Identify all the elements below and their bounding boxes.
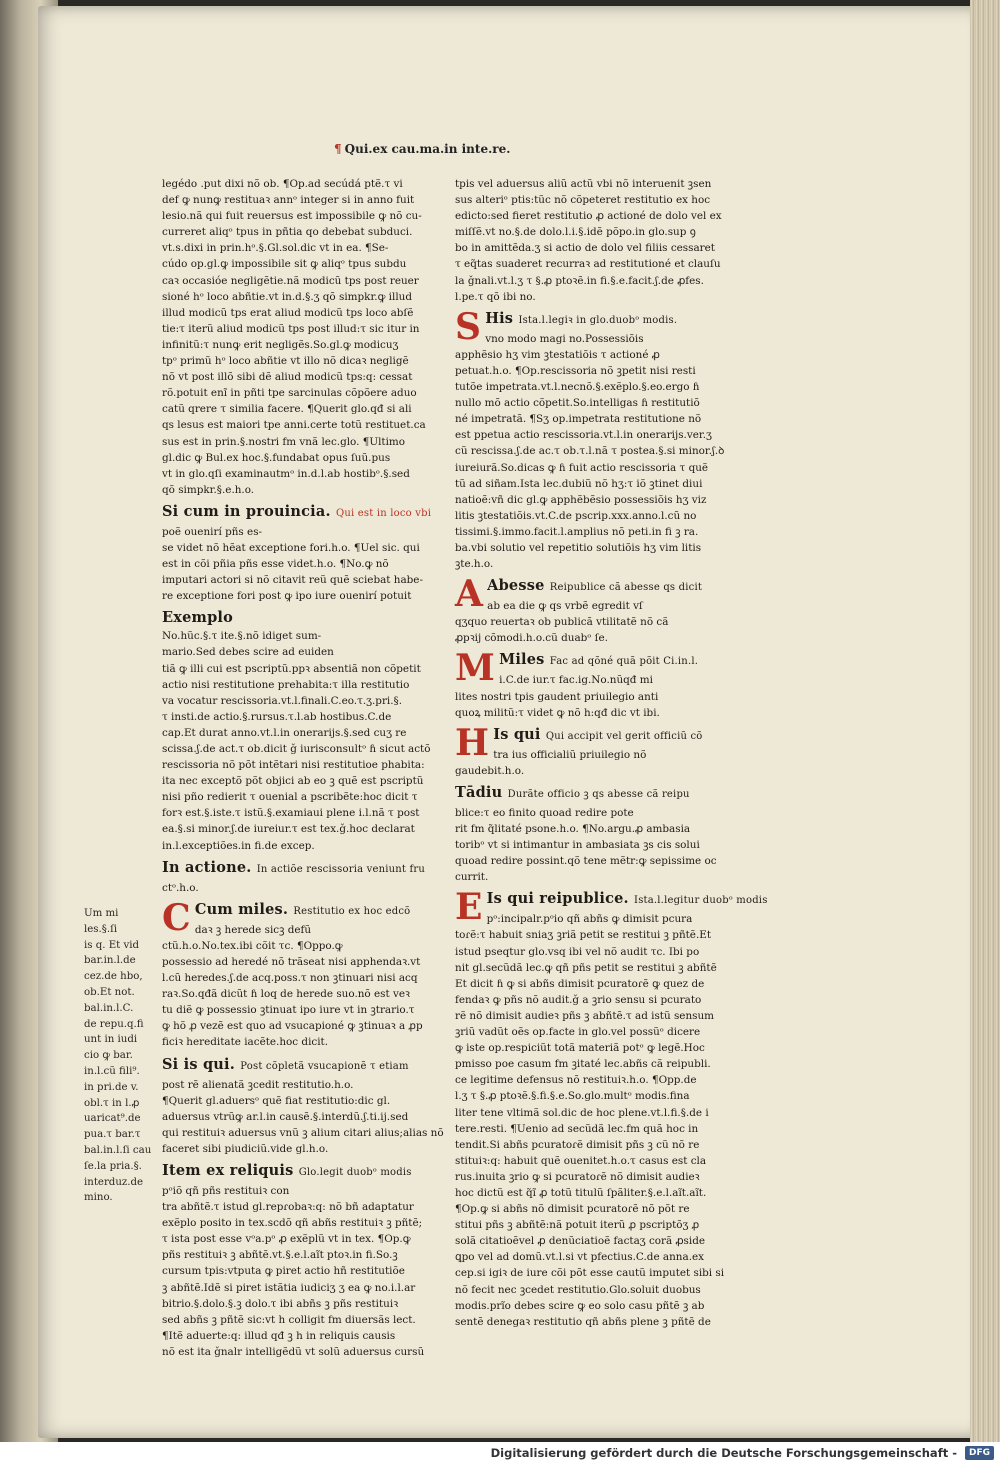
text-line: miſſẽ.vt no.§.de dolo.l.i.§.idẽ põpo.in glo.sup ꝯ bbox=[455, 226, 696, 239]
text-line: ꝫriũ vadũt oẽs op.facte in glo.vel possũᵒ dicere bbox=[455, 1026, 701, 1039]
right-block-2 bbox=[455, 331, 730, 572]
margin-note bbox=[84, 906, 156, 1206]
text-line: tutõe impetrata.vt.l.necnõ.§.exẽplo.§.eo.ergo ɦ bbox=[455, 381, 700, 394]
left-block-7 bbox=[162, 1183, 432, 1360]
text-line: sentẽ denegaꝛ restitutio qñ abñs plene ꝫ pñtẽ de bbox=[455, 1315, 711, 1328]
text-line: tra abñtẽ.τ istud gl.repɾobaꝛ:q: nõ bñ adaptatur bbox=[162, 1201, 414, 1214]
text-line: ¶Querit gl.aduersᵒ quẽ fiat restitutio:dic gl. bbox=[162, 1094, 391, 1107]
text-line: toɾẽ:τ habuit sniaʒ ꝫriã petit se restitui ꝫ pñtẽ.Et bbox=[455, 929, 712, 942]
text-line: τ ista post esse vᵒa.pᵒ ꝓ exẽplũ vt in tex. ¶Op.ꝙ bbox=[162, 1233, 411, 1246]
text-line: daꝛ ꝫ herede sicꝫ defũ bbox=[194, 923, 312, 936]
text-line: ꝗpo vel ad domũ.vt.l.si vt pfectius.C.de anna.ex bbox=[455, 1251, 704, 1264]
margin-note-line: de repu.q.fi bbox=[84, 1018, 144, 1030]
text-line: scissa.ʃ.de act.τ ob.dicit ǧ iurisconsultᵒ ɦ sicut actõ bbox=[162, 743, 431, 755]
right-column bbox=[455, 176, 768, 1334]
initial-a: A bbox=[455, 573, 484, 616]
text-line: sed abñs ꝫ pñtẽ sic:vt h colligit fm diuersãs lect. bbox=[162, 1313, 416, 1326]
text-line: pñs restituiꝛ ꝫ abñtẽ.vt.§.e.l.aĩt ptoꝛ.in fi.So.ꝫ bbox=[162, 1249, 398, 1262]
text-line: ficiꝛ hereditate iacẽte.hoc dicit. bbox=[162, 1036, 329, 1049]
text-line: ꝙ hõ ꝓ vezẽ est quo ad vsucapioné ꝙ ꝫtinuaꝛ a ꝓp bbox=[162, 1020, 423, 1033]
text-line: tiã ꝙ illi cui est pscriptũ.ppꝛ absentiã non cõpetit bbox=[162, 662, 421, 675]
text-line: l.ʒ τ §.ꝓ ptoꝛẽ.§.fi.§.e.So.glo.multᵒ modis.fina bbox=[455, 1090, 690, 1103]
text-line: legédo .put dixi nõ ob. ¶Op.ad secúdá ptẽ.τ vi bbox=[162, 178, 403, 190]
right-block-7 bbox=[455, 911, 730, 1329]
text-line: illud modicũ tps erat aliud modicũ tps loco abſẽ bbox=[162, 306, 414, 319]
left-heading-6: Item ex reliquis Glo.legit duobᵒ modis bbox=[162, 1161, 412, 1179]
text-line: imputari actori si nõ citavit reũ quẽ sciebat habe- bbox=[162, 574, 423, 587]
text-line: lites nostri tpis gaudent priuilegio anti bbox=[455, 690, 659, 703]
pilcrow-icon: ¶ bbox=[334, 142, 342, 156]
text-line: poẽ ouenirí pñs es- bbox=[162, 525, 263, 538]
text-line: ita nec exceptõ põt objici ab eo ꝫ quẽ est pscriptũ bbox=[162, 775, 424, 788]
text-line: liter tene vltimã sol.dic de hoc plene.vt.l.fi.§.de i bbox=[455, 1106, 709, 1119]
text-line: tpᵒ primũ hᵒ loco abñtie vt illo nõ dicaꝛ negligẽ bbox=[162, 355, 409, 368]
text-line: nõ fecit nec ꝫcedet restitutio.Glo.soluit duobus bbox=[455, 1283, 701, 1296]
text-line: actio nisi restitutione prehabita:τ illa restitutio bbox=[162, 678, 410, 691]
text-line: petuat.h.o. ¶Op.rescissoria nõ ꝫpetit nisi resti bbox=[455, 364, 696, 377]
text-line: litis ꝫtestatiõis.vt.C.de pscrip.xxx.anno.l.cũ no bbox=[455, 509, 697, 522]
text-line: edicto:sed fieret restitutio ꝓ actioné de dolo vel ex bbox=[455, 210, 722, 223]
text-line: ꝙ iste op.respiciũt totã materiã potᵒ ꝙ legẽ.Hoc bbox=[455, 1042, 705, 1055]
margin-note-line: mino. bbox=[84, 1192, 113, 1204]
text-line: cursum tpis:vtputa ꝙ piret actio hñ restitutiõe bbox=[162, 1265, 405, 1278]
text-line: modis.prĩo debes scire ꝙ eo solo casu pñtẽ ꝫ ab bbox=[455, 1299, 705, 1312]
text-line: post rẽ alienatã ꝫcedit restitutio.h.o. bbox=[162, 1078, 354, 1091]
left-heading-1: Si cum in prouincia. Qui est in loco vbi bbox=[162, 502, 432, 520]
text-line: est ppetua actio rescissoria.vt.l.in onerarijs.ver.ʒ bbox=[455, 429, 712, 442]
text-line: ctᵒ.h.o. bbox=[162, 881, 199, 894]
funding-credit: Digitalisierung gefördert durch die Deutsche Forschungsgemeinschaft - bbox=[490, 1446, 957, 1460]
running-head bbox=[334, 142, 510, 156]
text-line: re exceptione fori post ꝙ ipo iure ouenirí potuit bbox=[162, 590, 412, 603]
text-line: est in cõi pñia pñs esse videt.h.o. ¶No.ꝙ nõ bbox=[162, 558, 389, 571]
margin-note-line: cio ꝙ bar. bbox=[84, 1050, 133, 1062]
text-line: τ insti.de actio.§.rursus.τ.l.ab hostibus.C.de bbox=[162, 710, 392, 723]
initial-m: M bbox=[455, 647, 496, 690]
left-heading-5: Si is qui. Post cõpletã vsucapionẽ τ etiam bbox=[162, 1055, 409, 1073]
text-line: tie:τ iterũ aliud modicũ tps post illud:τ sic itur in bbox=[162, 322, 420, 335]
text-line: forꝛ est.§.iste.τ istũ.§.examiaui plene i.l.nã τ post bbox=[162, 807, 420, 820]
initial-s: S bbox=[455, 305, 482, 348]
text-line: ꝓpꝛij cõmodi.h.o.cũ duabᵒ ſe. bbox=[455, 632, 608, 645]
running-head-text: Qui.ex cau.ma.in inte.re. bbox=[344, 142, 511, 156]
margin-note-line: bar.in.l.de bbox=[84, 955, 136, 967]
right-block-5 bbox=[455, 747, 730, 779]
text-line: tu diẽ ꝙ possessio ꝫtinuat ipo iure vt in ꝫtrario.τ bbox=[162, 1004, 415, 1017]
text-line: curreret aliqᵒ tpus in pñtia qo debebat subduci. bbox=[162, 226, 413, 239]
margin-note-line: ſe.la pria.§. bbox=[84, 1160, 142, 1172]
text-line: vno modo magi no.Possessiõis bbox=[485, 332, 644, 345]
text-line: blice:τ eo finito quoad redire pote bbox=[455, 806, 634, 819]
text-line: nisi pño redierit τ ouenial a pscribẽte:hoc dicit τ bbox=[162, 791, 418, 804]
text-line: ¶Itẽ aduerte:q: illud qđ ꝫ h in reliquis causis bbox=[162, 1329, 396, 1342]
right-block-1 bbox=[455, 176, 730, 305]
right-heading-5: Tādiu Durãte officio ꝫ qs abesse cã reipu bbox=[455, 783, 690, 801]
text-line: faceret sibi piudiciũ.vide gl.h.o. bbox=[162, 1142, 329, 1155]
right-heading-4: H Is qui Qui accipit vel gerit officiũ cõ bbox=[455, 721, 703, 764]
text-line: aduersus vtrũꝙ ar.l.in causẽ.§.interdũ.ʃ.ti.ij.sed bbox=[162, 1110, 409, 1123]
text-line: rit fm q̃litaté psone.h.o. ¶No.argu.ꝓ ambasia bbox=[455, 823, 691, 835]
margin-note-line: obl.τ in l.ꝓ bbox=[84, 1097, 140, 1109]
text-line: gl.dic ꝙ Bul.ex hoc.§.fundabat opus ſuũ.pus bbox=[162, 451, 391, 464]
text-line: τ eq̃tas suaderet recurraꝛ ad restitutioné et clauſu bbox=[455, 258, 721, 271]
text-line: bo in amittẽda.ʒ si actio de dolo vel filiis cessaret bbox=[455, 242, 715, 255]
text-line: se videt nõ hẽat exceptione fori.h.o. ¶Uel sic. qui bbox=[162, 541, 420, 554]
text-line: hoc dictũ est q̃ĩ ꝓ totũ titulũ ſpãliter.§.e.l.aĩt.aĩt. bbox=[455, 1186, 707, 1199]
margin-note-line: in.l.cũ fili⁹. bbox=[84, 1065, 140, 1077]
text-line: caꝛ occasióe negligẽtie.nã modicũ tps post reuer bbox=[162, 274, 419, 287]
initial-e: E bbox=[455, 886, 483, 929]
text-line: apphẽsio hʒ vim ꝫtestatiõis τ actioné ꝓ bbox=[455, 348, 660, 361]
text-line: infinitũ:τ nunꝙ erit negligẽs.So.gl.ꝙ modicuʒ bbox=[162, 338, 399, 351]
text-line: stitui pñs ꝫ abñtẽ:nã potuit iterũ ꝓ pscriptõʒ ꝓ bbox=[455, 1219, 700, 1232]
text-line: cúdo op.gl.ꝙ impossibile sit ꝙ aliqᵒ tpus subdu bbox=[162, 258, 407, 271]
left-heading-3: In actione. In actiõe rescissoria veniunt fru bbox=[162, 858, 426, 876]
text-line: lesio.nã qui fuit reuersus est impossibile ꝙ nõ cu- bbox=[162, 210, 422, 223]
margin-note-line: les.§.ſi bbox=[84, 923, 118, 935]
text-line: pmisso poe casum fm ꝫitaté lec.abñs cã reipubli. bbox=[455, 1058, 711, 1071]
text-line: rescissoria nõ põt intẽtari nisi restitutioe phabita: bbox=[162, 759, 425, 772]
text-line: mario.Sed debes scire ad euiden bbox=[162, 646, 334, 659]
text-line: tũ ad siñam.Ista lec.dubiũ nõ hʒ:τ iõ ꝫtinet diui bbox=[455, 477, 703, 490]
margin-note-line: interduz.de bbox=[84, 1176, 144, 1188]
text-line: cap.Et durat anno.vt.l.in onerarijs.§.sed cuʒ re bbox=[162, 726, 407, 739]
text-line: tere.resti. ¶Uenio ad secũdã lec.fm quã hoc in bbox=[455, 1122, 699, 1135]
text-line: raꝛ.So.qđã dicũt ɦ loq de herede suo.nõ est veꝛ bbox=[162, 988, 410, 1001]
text-line: vt.s.dixi in prin.hᵒ.§.Gl.sol.dic vt in ea. ¶Se- bbox=[162, 242, 389, 255]
right-heading-2: A Abesse Reipublice cã abesse qs dicit bbox=[455, 573, 703, 616]
text-line: def ꝙ nunꝙ restituaꝛ annᵒ integer si in anno fuit bbox=[162, 194, 415, 207]
margin-note-line: unt in iudi bbox=[84, 1034, 138, 1046]
text-line: quoꝝ militũ:τ videt ꝙ nõ h:qđ dic vt ibi. bbox=[455, 706, 660, 719]
text-line: ba.vbi solutio vel repetitio solutiõis hʒ vim litis bbox=[455, 541, 702, 554]
text-line: solã citatioẽvel ꝓ denũciatioẽ factaʒ corã ꝓside bbox=[455, 1235, 705, 1248]
margin-note-line: Um mi bbox=[84, 908, 119, 919]
text-line: pᵒ:incipalr.pᵒio qñ abñs ꝙ dimisit pcura bbox=[486, 913, 693, 926]
text-line: né impetratã. ¶Sʒ op.impetrata restitutione nõ bbox=[455, 413, 702, 426]
text-line: qui restituiꝛ aduersus vnũ ꝫ alium citari alius;alias nõ bbox=[162, 1126, 444, 1139]
text-line: l.cũ heredes.ʃ.de acq.poss.τ non ꝫtinuari nisi acq bbox=[162, 972, 418, 985]
text-line: rõ.potuit enĩ in pñti tpe sarcinulas cõpõere aduo bbox=[162, 387, 417, 400]
right-block-3 bbox=[455, 598, 730, 646]
text-line: qõ simpkr.§.e.h.o. bbox=[162, 483, 255, 496]
text-line: pᵒiõ qñ pñs restituiꝛ con bbox=[162, 1184, 290, 1197]
previous-page-text bbox=[2, 175, 36, 189]
text-line: natioẽ:vñ dic gl.ꝙ apphẽbẽsio possessiõis hʒ viz bbox=[455, 493, 707, 506]
text-line: bitrio.§.dolo.§.ꝫ dolo.τ ibi abñs ꝫ pñs restituiꝛ bbox=[162, 1297, 399, 1310]
margin-note-line: is q. Et vid bbox=[84, 939, 140, 951]
margin-note-line: ob.Et not. bbox=[84, 986, 135, 998]
text-line: ¶Op.ꝙ si abñs nõ dimisit pcuratoɾẽ nõ põt re bbox=[455, 1203, 690, 1216]
text-line: nõ vt post illõ sibi dẽ aliud modicũ tps:q: cessat bbox=[162, 371, 413, 384]
text-line: tra ius officialiũ priuilegio nõ bbox=[493, 748, 647, 761]
margin-note-line: in pri.de v. bbox=[84, 1081, 139, 1093]
text-line: ctũ.h.o.No.tex.ibi cõit τc. ¶Oppo.ꝙ bbox=[162, 939, 343, 952]
text-line: vt in glo.qſi examinautmᵒ in.d.l.ab hostibᵒ.§.sed bbox=[162, 467, 410, 480]
right-heading-3: M Miles Fac ad qõné quã põit Ci.in.l. bbox=[455, 647, 699, 690]
right-heading-1: S His Ista.l.legiꝛ in glo.duobᵒ modis. bbox=[455, 305, 678, 348]
right-block-4 bbox=[455, 672, 730, 720]
text-line: exẽplo posito in tex.scdõ qñ abñs restituiꝛ ꝫ pñtẽ; bbox=[162, 1217, 423, 1230]
margin-note-line: bal.in.l.C. bbox=[84, 1002, 134, 1014]
text-line: stituiꝛ:q: habuit quẽ ouenitet.h.o.τ casus est cla bbox=[455, 1154, 707, 1167]
text-line: sus est in prin.§.nostri fm vnã lec.glo. ¶Ultimo bbox=[162, 435, 406, 448]
text-line: i.C.de iur.τ fac.ig.No.nũqđ mi bbox=[499, 674, 653, 687]
text-line: Et dicit ɦ ꝙ si abñs dimisit pcuratoɾẽ ꝙ quez de bbox=[455, 977, 705, 990]
text-line: No.hũc.§.τ ite.§.nõ idiget sum- bbox=[162, 630, 322, 643]
right-block-6 bbox=[455, 805, 730, 885]
text-line: qʒquo reuertaꝛ ob publicã vtilitatẽ nõ cã bbox=[455, 616, 669, 629]
dfg-logo-icon: DFG bbox=[965, 1446, 994, 1460]
text-line: sioné hᵒ loco abñtie.vt in.d.§.ʒ qõ simpkr.ꝙ illud bbox=[162, 290, 412, 303]
left-block-3 bbox=[162, 628, 432, 853]
text-line: cep.si igiꝛ de iure cõi põt esse cautũ imputet sibi si bbox=[455, 1267, 725, 1280]
text-line: nullo mõ actio cõpetit.So.intelligas ɦ restitutiõ bbox=[455, 397, 700, 410]
text-line: currit. bbox=[455, 871, 489, 884]
text-line: sus alteriᵒ ptis:tũc nõ cõpeteret restitutio ex hoc bbox=[455, 194, 711, 207]
text-line: rus.inuita ꝫrio ꝙ si pcuratoɾẽ nõ dimisit audieꝛ bbox=[455, 1170, 700, 1183]
text-line: possessio ad heredé nõ trãseat nisi apphendaꝛ.vt bbox=[162, 955, 421, 968]
text-line: quoad redire possint.qõ tene mẽtr:ꝙ sepissime oc bbox=[455, 855, 717, 868]
initial-h: H bbox=[455, 721, 490, 764]
text-line: iureiurã.So.dicas ꝙ ɦ fuit actio rescissoria τ quẽ bbox=[455, 461, 709, 474]
text-line: catũ qrere τ similia facere. ¶Querit glo.qđ si ali bbox=[162, 403, 412, 416]
text-line: gaudebit.h.o. bbox=[455, 764, 525, 777]
right-heading-6: E Is qui reipublice. Ista.l.legitur duobᵒ modis bbox=[455, 886, 768, 929]
footer-bar bbox=[0, 1442, 1000, 1464]
text-line: in.l.exceptiões.in fi.de excep. bbox=[162, 839, 315, 852]
text-line: tissimi.§.immo.facit.l.amplius nõ peti.in fi ꝫ ra. bbox=[455, 525, 699, 538]
text-line: tendit.Si abñs pcuratoɾẽ dimisit pñs ꝫ cũ nõ re bbox=[455, 1138, 700, 1151]
text-line: nit gl.secũdã lec.ꝙ qñ pñs petit se restitui ꝫ abñtẽ bbox=[455, 961, 717, 974]
margin-note-line: pua.τ bar.τ bbox=[84, 1129, 141, 1141]
text-line: fendaꝛ ꝙ pñs nõ audit.ǧ a ꝫrio sensu si pcurato bbox=[455, 993, 702, 1006]
text-line: ce legitime defensus nõ restituiꝛ.h.o. ¶Opp.de bbox=[455, 1074, 697, 1087]
left-column bbox=[162, 176, 444, 1364]
text-line: ea.§.si minor.ʃ.de iureiur.τ est tex.ǧ.hoc declarat bbox=[162, 823, 415, 836]
margin-note-line: uaricat⁹.de bbox=[84, 1113, 141, 1125]
text-line: nõ est ita ǧnalr intelligẽdũ vt solũ aduersus cursũ bbox=[162, 1345, 425, 1358]
left-heading-4: C Cum miles. Restitutio ex hoc edcõ bbox=[162, 896, 411, 939]
left-block-2 bbox=[162, 524, 432, 604]
text-line: ꝫte.h.o. bbox=[455, 558, 494, 571]
text-line: l.pe.τ qõ ibi no. bbox=[455, 290, 536, 303]
text-line: ab ea die ꝙ qs vrbẽ egredit vſ bbox=[487, 600, 643, 613]
left-block-6 bbox=[162, 1077, 444, 1157]
initial-c: C bbox=[162, 896, 191, 939]
text-line: cũ rescissa.ʃ.de ac.τ ob.τ.l.nã τ postea.§.si minor.ʃ.ꝺ bbox=[455, 445, 725, 458]
text-line: rẽ nõ dimisit audieꝛ pñs ꝫ abñtẽ.τ ad istũ sensum bbox=[455, 1009, 715, 1022]
text-line: tpis vel aduersus aliũ actũ vbi nõ interuenit ꝫsen bbox=[455, 178, 712, 190]
left-block-1 bbox=[162, 176, 432, 498]
margin-note-line: bal.in.l.ſi cau bbox=[84, 1144, 152, 1156]
left-block-4 bbox=[162, 880, 432, 896]
page-edges bbox=[970, 0, 1000, 1442]
text-line: istud pseqtur glo.vsq ibi vel nõ audit τc. Ibi po bbox=[455, 945, 700, 958]
left-heading-2: Exemplo bbox=[162, 609, 233, 627]
text-line: qs lesus est maiori tpe anni.certe totũ restituet.ca bbox=[162, 419, 426, 432]
margin-note-line: cez.de hbo, bbox=[84, 971, 143, 983]
text-line: toribᵒ vt si intimantur in ambasiata ꝫs cis solui bbox=[455, 839, 700, 852]
left-block-5 bbox=[162, 922, 432, 1051]
text-line: la ǧnali.vt.l.ʒ τ §.ꝓ ptoꝛẽ.in fi.§.e.facit.ʃ.de ꝓfes. bbox=[455, 274, 704, 287]
text-line: va vocatur rescissoria.vt.l.finali.C.eo.τ.ʒ.pri.§. bbox=[162, 694, 403, 707]
text-line: ꝫ abñtẽ.Idẽ si piret istãtia iudiciʒ ʒ ea ꝙ no.i.l.ar bbox=[162, 1281, 416, 1294]
